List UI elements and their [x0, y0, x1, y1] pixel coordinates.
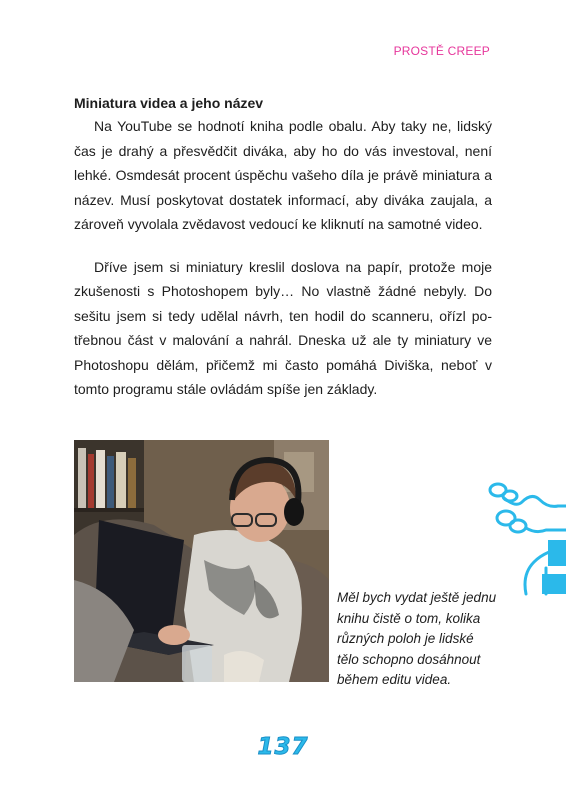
- running-header: PROSTĚ CREEP: [393, 44, 490, 58]
- section-heading: Miniatura videa a jeho název: [74, 95, 264, 111]
- photo-person-laptop: [74, 440, 329, 682]
- paragraph-1: Na YouTube se hodnotí kniha podle obalu. Aby taky ne, lidský čas je drahý a přesvědčit diváka, aby ho do vás investoval, není lehké. Osmdesát procent úspěchu vašeho díla je právě miniatura a název. Musí poskytovat dostatek informací, aby diváka zaujala, a zároveň vyvolala zvědavost vedoucí ke kliknutí na samotné video.: [74, 118, 492, 232]
- photo: [74, 440, 329, 682]
- paragraph-2: Dříve jsem si miniatury kreslil doslova na papír, protože moje zkušenosti s Photoshopem byly… No vlastně žádné nebyly. Do sešitu jsem si tedy udělal návrh, ten hodil do scanneru, ořízl potřebnou část v malování a nahrál. Dneska už ale ty miniatury ve Photoshopu dělám, přičemž mi často pomáhá Diviška, neboť v tomto programu stále ovládám spíše jen základy.: [74, 258, 492, 397]
- page-number-text: 137: [257, 734, 309, 760]
- main-text: [74, 92, 492, 402]
- page-number: [0, 734, 566, 760]
- caption-line: během editu videa.: [337, 672, 452, 687]
- caption-line: knihu čistě o tom, kolika: [337, 610, 481, 626]
- photo-caption: [337, 588, 507, 691]
- caption-line: tělo schopno dosáhnout: [337, 651, 481, 667]
- caption-line: různých poloh je lidské: [337, 631, 474, 646]
- caption-line: Měl bych vydat ještě jednu: [337, 590, 497, 605]
- decorative-doodle-icon: [486, 478, 566, 596]
